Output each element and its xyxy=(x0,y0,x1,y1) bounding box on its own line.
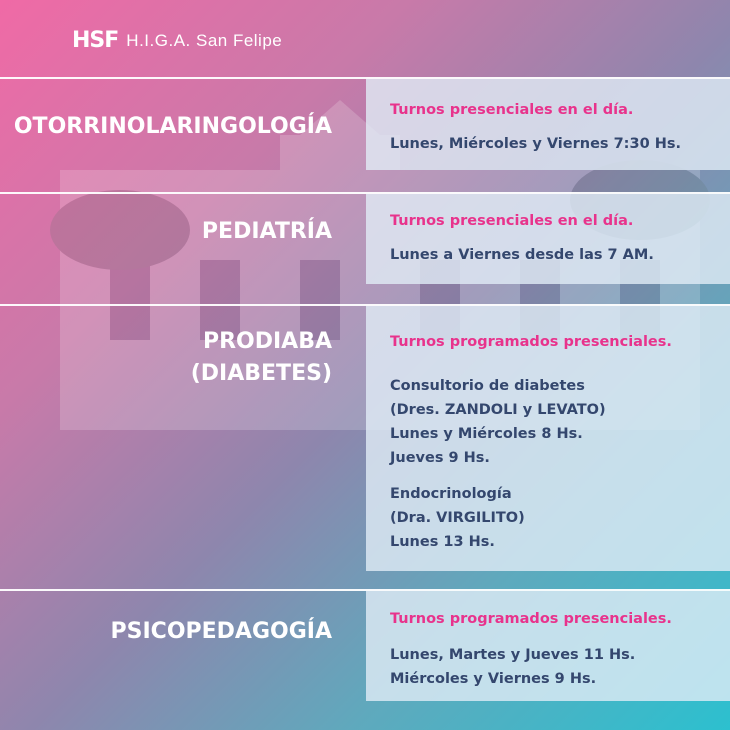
panel-heading: Turnos programados presenciales. xyxy=(390,334,672,350)
hospital-logo xyxy=(72,28,282,53)
info-panel xyxy=(366,591,730,701)
schedule-block: Endocrinología (Dra. VIRGILITO) Lunes 13 Hs. xyxy=(390,486,525,550)
section-otorrinolaringologia xyxy=(0,79,730,192)
section-title: OTORRINOLARINGOLOGÍA xyxy=(13,114,332,139)
section-title: PEDIATRÍA xyxy=(201,219,332,244)
section-pediatria xyxy=(0,194,730,304)
logo-mark: HSF xyxy=(72,28,119,53)
section-title: PRODIABA (DIABETES) xyxy=(190,329,332,386)
info-panel xyxy=(366,306,730,571)
info-panel xyxy=(366,79,730,170)
schedule-line: Lunes a Viernes desde las 7 AM. xyxy=(390,247,654,263)
info-panel xyxy=(366,194,730,284)
section-prodiaba xyxy=(0,306,730,589)
logo-text: H.I.G.A. San Felipe xyxy=(126,30,283,50)
panel-heading: Turnos presenciales en el día. xyxy=(390,102,634,118)
schedule-block: Lunes, Martes y Jueves 11 Hs. Miércoles y Viernes 9 Hs. xyxy=(390,647,636,687)
panel-heading: Turnos presenciales en el día. xyxy=(390,213,634,229)
section-psicopedagogia xyxy=(0,591,730,730)
section-title: PSICOPEDAGOGÍA xyxy=(110,619,332,644)
schedule-line: Lunes, Miércoles y Viernes 7:30 Hs. xyxy=(390,136,681,152)
panel-heading: Turnos programados presenciales. xyxy=(390,611,672,627)
header xyxy=(0,0,730,78)
schedule-block: Consultorio de diabetes (Dres. ZANDOLI y LEVATO) Lunes y Miércoles 8 Hs. Jueves 9 Hs. xyxy=(390,378,606,466)
